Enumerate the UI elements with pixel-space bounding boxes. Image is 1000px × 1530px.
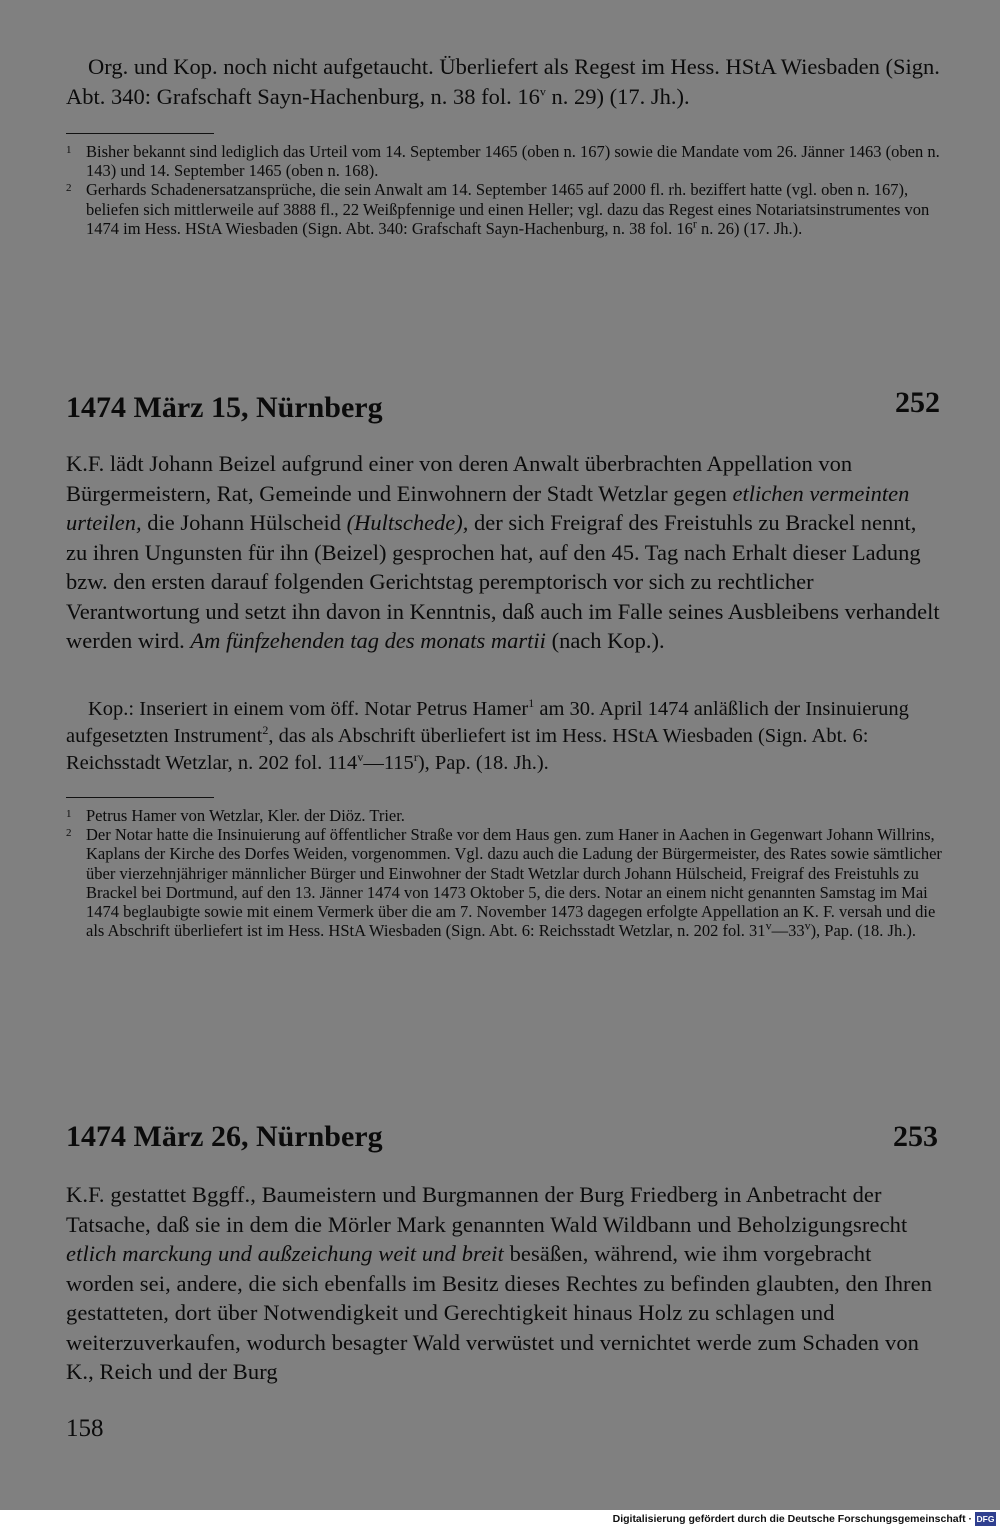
dfg-credit: Digitalisierung gefördert durch die Deutsche Forschungsgemeinschaft · xyxy=(612,1513,972,1525)
footnote-rule xyxy=(66,133,214,134)
page-number: 158 xyxy=(66,1415,104,1442)
entry-heading: 1474 März 15, Nürnberg xyxy=(66,391,383,424)
entry-regest: K.F. gestattet Bggff., Baumeistern und Burgmannen der Burg Friedberg in Anbetracht der Tatsache, daß sie in dem die Mörler Mark genannten Wald Wildbann und Beholzigungsrecht etlich marckung und außzeichung weit und breit besäßen, während, wie ihm vorgebracht worden sei, andere, die sich ebenfalls im Besitz dieses Rechtes zu befinden glaubten, den Ihren gestatteten, dort über Notwendigkeit und Gerechtigkeit hinaus Holz zu schlagen und weiterzuverkaufen, wodurch besagter Wald verwüstet und vernichtet werde zum Schaden von K., Reich und der Burg xyxy=(66,1182,933,1384)
entry-number: 252 xyxy=(895,386,940,419)
entry-number: 253 xyxy=(893,1120,938,1153)
footnote: 1 Bisher bekannt sind lediglich das Urteil vom 14. September 1465 (oben n. 167) sowie die Mandate vom 26. Jänner 1463 (oben n. 143) und 14. September 1465 (oben n. 168). xyxy=(66,142,940,181)
footnote: 1 Petrus Hamer von Wetzlar, Kler. der Diöz. Trier. xyxy=(66,806,405,825)
footnotes-block-2 xyxy=(66,806,944,941)
dfg-logo-icon: DFG xyxy=(976,1514,995,1524)
footnote-rule xyxy=(66,797,214,798)
footnotes-block-1 xyxy=(66,142,946,238)
footnote: 2 Gerhards Schadenersatzansprüche, die sein Anwalt am 14. September 1465 auf 2000 fl. rh. beziffert hatte (vgl. oben n. 167), beliefen sich mittlerweile auf 3888 fl., 22 Weißpfennige und einen Heller; vgl. dazu das Regest eines Notariatsinstrumentes von 1474 im Hess. HStA Wiesbaden (Sign. Abt. 340: Grafschaft Sayn-Hachenburg, n. 38 fol. 16$^r$ n. 26) (17. Jh.). xyxy=(66,180,930,238)
continuation-paragraph: Org. und Kop. noch nicht aufgetaucht. Überliefert als Regest im Hess. HStA Wiesbaden (Sign. Abt. 340: Grafschaft Sayn-Hachenburg, n. 38 fol. 16$^v$ n. 29) (17. Jh.). xyxy=(66,54,940,109)
entry-source-note: Kop.: Inseriert in einem vom öff. Notar Petrus Hamer$^1$ am 30. April 1474 anläßlich der Insinuierung aufgesetzten Instrument$^2$, das als Abschrift überliefert ist im Hess. HStA Wiesbaden (Sign. Abt. 6: Reichsstadt Wetzlar, n. 202 fol. 114$^v$—115$^r$), Pap. (18. Jh.). xyxy=(66,696,909,774)
footnote: 2 Der Notar hatte die Insinuierung auf öffentlicher Straße vor dem Haus gen. zum Haner in Aachen in Gegenwart Johann Willrins, Kaplans der Kirche des Dorfes Weiden, vorgenommen. Vgl. dazu auch die Ladung der Bürgermeister, des Rates sowie sämtlicher über vierzehnjähriger männlicher Bürger und Einwohner der Stadt Wetzlar durch Johann Hülscheid, Freigraf des Freistuhls zu Brackel bei Dortmund, auf den 13. Jänner 1474 von 1473 Oktober 5, die ders. Notar an einem nicht genannten Samstag im Mai 1474 beglaubigte sowie mit einem Vermerk über die am 7. November 1473 dagegen erfolgte Appellation an K. F. versah und die als Abschrift überliefert ist im Hess. HStA Wiesbaden (Sign. Abt. 6: Reichsstadt Wetzlar, n. 202 fol. 31$^v$—33$^v$), Pap. (18. Jh.). xyxy=(66,825,942,941)
entry-heading: 1474 März 26, Nürnberg xyxy=(66,1120,383,1153)
entry-regest: K.F. lädt Johann Beizel aufgrund einer von deren Anwalt überbrachten Appellation von Bürgermeistern, Rat, Gemeinde und Einwohnern der Stadt Wetzlar gegen etlichen vermeinten urteilen, die Johann Hülscheid (Hultschede), der sich Freigraf des Freistuhls zu Brackel nennt, zu ihren Ungunsten für ihn (Beizel) gesprochen hat, auf den 45. Tag nach Erhalt dieser Ladung bzw. den ersten darauf folgenden Gerichtstag peremptorisch vor sich zu rechtlicher Verantwortung und setzt ihn davon in Kenntnis, daß auch im Falle seines Ausbleibens verhandelt werden wird. Am fünfzehenden tag des monats martii (nach Kop.). xyxy=(66,451,940,653)
